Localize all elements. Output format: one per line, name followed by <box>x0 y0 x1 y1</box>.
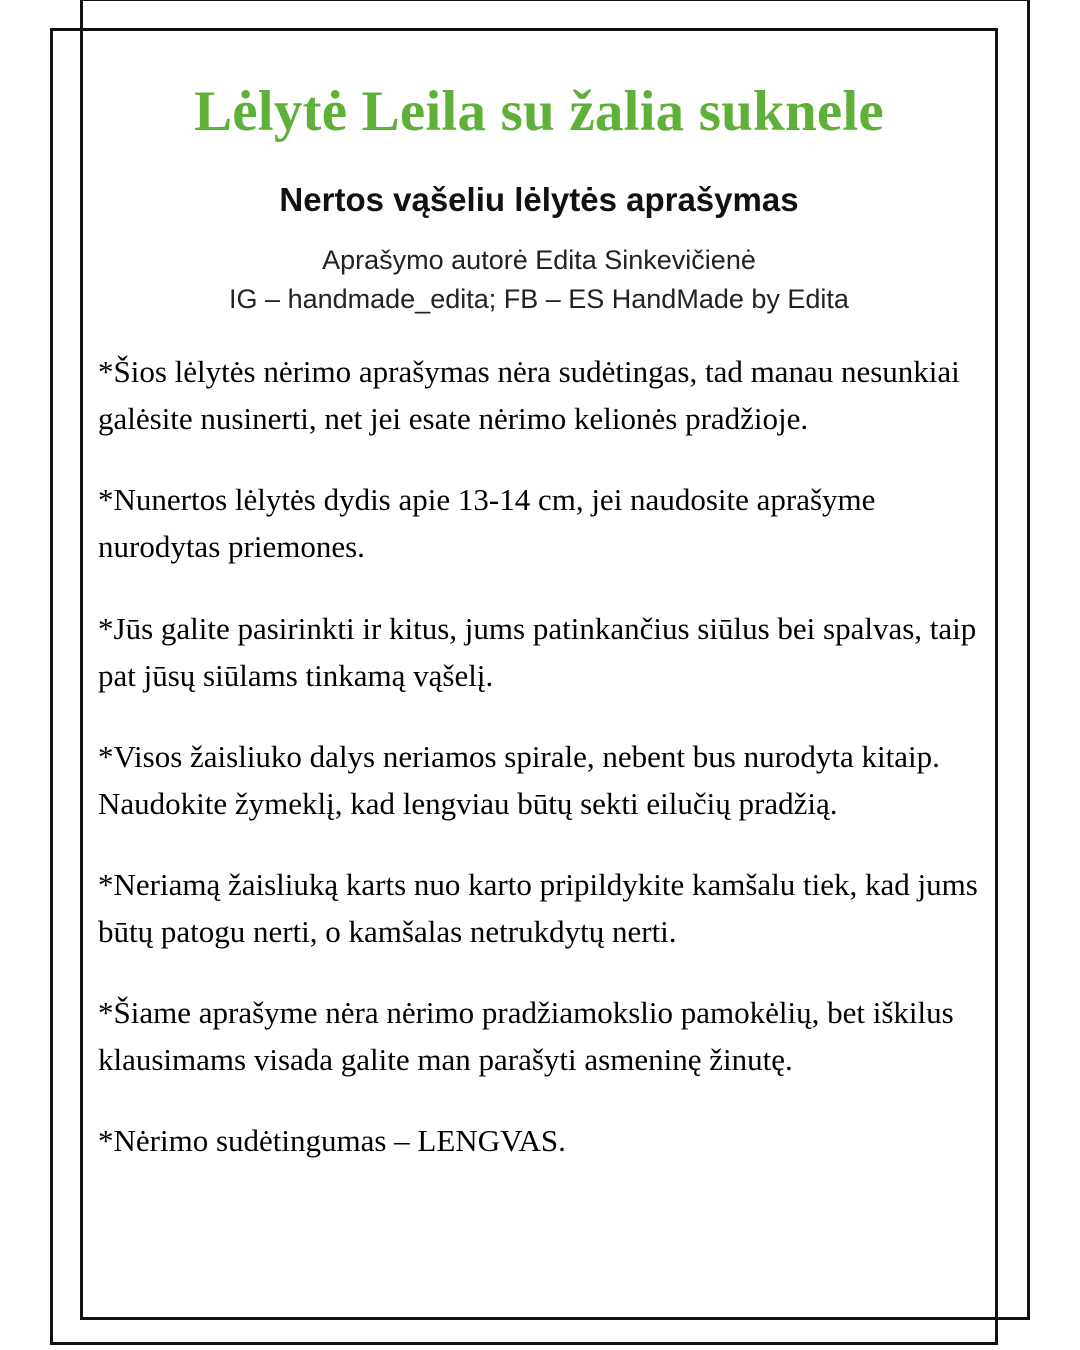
byline-social-handles: IG – handmade_edita; FB – ES HandMade by Edita <box>229 283 849 314</box>
byline-author: Aprašymo autorė Edita Sinkevičienė <box>322 245 756 276</box>
paragraph: *Nėrimo sudėtingumas – LENGVAS. <box>98 1123 566 1159</box>
paragraph: *Šiame aprašyme nėra nėrimo pradžiamokslio pamokėlių, bet iškilus klausimams visada galite man parašyti asmeninę žinutę. <box>98 995 954 1078</box>
paragraph: *Neriamą žaisliuką karts nuo karto pripildykite kamšalu tiek, kad jums būtų patogu nerti, o kamšalas netrukdytų nerti. <box>98 866 978 950</box>
document-content <box>80 40 998 1320</box>
paragraph: *Šios lėlytės nėrimo aprašymas nėra sudėtingas, tad manau nesunkiai galėsite nusinerti, net jei esate nėrimo kelionės pradžioje. <box>98 354 960 437</box>
body-copy <box>98 318 980 1164</box>
page-subtitle: Nertos vąšeliu lėlytės aprašymas <box>279 180 799 218</box>
paragraph: *Nunertos lėlytės dydis apie 13-14 cm, jei naudosite aprašyme nurodytas priemones. <box>98 482 876 565</box>
paragraph: *Jūs galite pasirinkti ir kitus, jums patinkančius siūlus bei spalvas, taip pat jūsų siūlams tinkamą vąšelį. <box>98 610 977 693</box>
page-title: Lėlytė Leila su žalia suknele <box>194 80 884 143</box>
paragraph: *Visos žaisliuko dalys neriamos spirale, nebent bus nurodyta kitaip. Naudokite žymeklį, kad lengviau būtų sekti eilučių pradžią. <box>98 738 940 821</box>
byline <box>98 219 980 318</box>
